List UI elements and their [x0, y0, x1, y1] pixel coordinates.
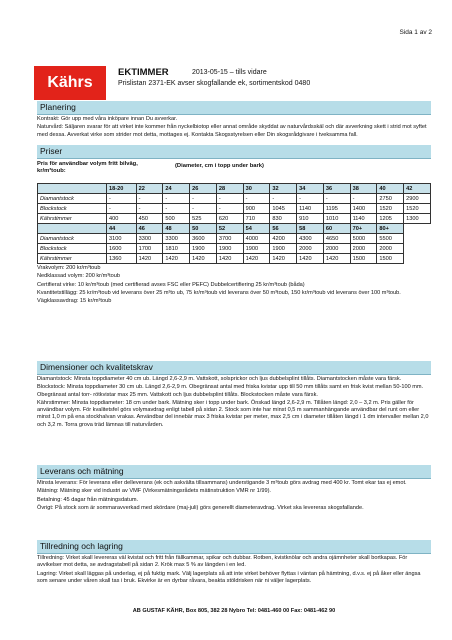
price-row-label: Diamantstock [38, 194, 107, 204]
price-cell: 1360 [107, 254, 137, 264]
price-cell: 1700 [136, 244, 163, 254]
price-cell: 4000 [243, 234, 270, 244]
diamant-text: Diamantstock: Minsta toppdiameter 40 cm ub. Längd 2,6-2,9 m. Vattskott, solsprickor och ljus dubbelsplint tillåts. Diamantstocken måste vara färsk. [37, 376, 402, 382]
price-cell: - [350, 194, 377, 204]
price-cell: - [297, 194, 324, 204]
price-row-label: Diamantstock [38, 234, 107, 244]
matning-text: Mätning: Mätning sker vid industri av VMF (Virkesmätningsrådets mätinstruktion VMR nr 1/99). [37, 488, 271, 495]
diameter-col-header: 80+ [377, 224, 404, 234]
diameter-col-header: 40 [377, 184, 404, 194]
page-number: Sida 1 av 2 [399, 29, 432, 36]
price-cell: - [216, 204, 243, 214]
price-cell: 910 [297, 214, 324, 224]
price-cell: 1300 [404, 214, 431, 224]
ovrigt-text: Övrigt: På stock som är sommaravverkad med skördare (maj-juli) görs generellt diameteravdrag. Virket ska levereras skogsfallande. [37, 504, 364, 511]
price-cell: 620 [216, 214, 243, 224]
price-cell: 1010 [323, 214, 350, 224]
doc-title: EKTIMMER [118, 67, 169, 78]
price-cell: 2000 [377, 244, 404, 254]
price-cell: 4650 [323, 234, 350, 244]
certifierat-text: Certifierat virke: 10 kr/m³toub (med certifierad avses FSC eller PEFC) Dubbelcertifiering 25 kr/m³toub (båda) [37, 281, 305, 288]
price-cell: 2000 [297, 244, 324, 254]
header-blank-cell [38, 224, 107, 234]
diameter-col-header: 58 [297, 224, 324, 234]
price-cell: 1420 [243, 254, 270, 264]
price-cell: 1140 [297, 204, 324, 214]
dimensioner-section [37, 361, 431, 429]
diameter-note: (Diameter, cm i topp under bark) [175, 163, 264, 169]
diameter-col-header: 50 [190, 224, 217, 234]
price-cell: 1900 [270, 244, 297, 254]
nedklassad-text: Nedklassad volym: 200 kr/m³toub [37, 273, 121, 280]
block-text: Blockstock: Minsta toppdiameter 30 cm ub. Längd 2,6-2,9 m. Obegränsat antal med friska kvistar upp till 50 mm tillåts samt en frisk kvist mellan 50-100 mm. Obegränsat antal torr- rötkvistar max 25 mm. Vattskott och ljus dubbelsplint tillåts. Blockstocken måste vara färsk. [37, 384, 424, 398]
doc-subtitle: Prislistan 2371-EK avser skogfallande ek, sortimentskod 0480 [118, 80, 311, 87]
minsta-text: Minsta leverans: För leverans eller delleverans (ek och askvälta tillsammans) understigande 3 m³toub görs avdrag med 400 kr. Tomt ekar tas ej emot. [37, 480, 407, 486]
price-cell: 1195 [323, 204, 350, 214]
price-cell: 3600 [190, 234, 217, 244]
price-cell: 3300 [163, 234, 190, 244]
price-row-label: Blockstock [38, 204, 107, 214]
tillredning-heading: Tillredning och lagring [37, 540, 431, 554]
price-header-row [38, 224, 431, 234]
price-row [38, 204, 431, 214]
price-cell: 4200 [270, 234, 297, 244]
price-cell: - [270, 194, 297, 204]
diameter-col-header: 42 [404, 184, 431, 194]
diameter-col-header: 28 [216, 184, 243, 194]
price-lead: Pris för användbar volym fritt bilväg, kr/m³toub: [37, 160, 138, 174]
diameter-col-header: 24 [163, 184, 190, 194]
price-cell: 1900 [243, 244, 270, 254]
price-cell: 4300 [297, 234, 324, 244]
price-cell: 1900 [216, 244, 243, 254]
price-row-label: Blockstock [38, 244, 107, 254]
planering-section [37, 101, 431, 139]
price-cell: 1500 [350, 254, 377, 264]
price-row-label: Kährstimmer [38, 214, 107, 224]
price-cell: - [107, 204, 137, 214]
price-row [38, 194, 431, 204]
diameter-col-header: 70+ [350, 224, 377, 234]
price-row [38, 244, 431, 254]
dimensioner-heading: Dimensioner och kvalitetskrav [37, 361, 431, 375]
priser-heading: Priser [37, 145, 431, 159]
price-cell: - [190, 194, 217, 204]
kahrs-logo: Kährs [34, 66, 106, 100]
price-cell: 400 [107, 214, 137, 224]
price-cell: - [163, 204, 190, 214]
footer: AB GUSTAF KÄHR, Box 805, 382 28 Nybro Tel: 0481-460 00 Fax: 0481-462 90 [132, 608, 336, 614]
diameter-col-header: 26 [190, 184, 217, 194]
price-cell: 1810 [163, 244, 190, 254]
diameter-col-header: 56 [270, 224, 297, 234]
price-cell: 1045 [270, 204, 297, 214]
price-cell: - [243, 194, 270, 204]
diameter-col-header: 38 [350, 184, 377, 194]
price-cell: 525 [190, 214, 217, 224]
price-cell: - [136, 204, 163, 214]
price-cell: 2000 [323, 244, 350, 254]
kvantitet-text: Kvantitetstillägg: 25 kr/m³toub vid leverans över 25 m³to ub, 75 kr/m³toub vid leverans över 50 m³toub, 150 kr/m³toub vid leverans över 100 m³toub. [37, 289, 401, 296]
price-cell: 1205 [377, 214, 404, 224]
diameter-col-header: 22 [136, 184, 163, 194]
price-table [37, 183, 431, 264]
price-cell: 1420 [323, 254, 350, 264]
price-cell: 5000 [350, 234, 377, 244]
price-row-label: Kährstimmer [38, 254, 107, 264]
price-cell: 710 [243, 214, 270, 224]
price-cell: 450 [136, 214, 163, 224]
header-blank-cell [38, 184, 107, 194]
price-cell: - [107, 194, 137, 204]
kahrs-text: Kährstimmer: Minsta toppdiameter: 18 cm under bark. Mätning sker i topp under bark. Önskad längd 2,6-2,9 m. Tillåten längd: 2,0 – 3,2 m. Pris gäller för användbar volym. För kvalitetsfel görs volymavdrag enligt tabell på sidan 2. Stock som inte har minst 0,5 m sammanhängande användbar del runt om eller minst 1,0 m på ena stockhalvan vrakas. Användbar del innebär max 3 friska kvistar per meter, max 2,5 cm i diameter tillåten längd i 1 dm intervaller mellan 2,0 och 3,2 m. Torra grova träd lämnas till naturvården. [37, 399, 429, 428]
price-cell: 1520 [377, 204, 404, 214]
vrakvolym-text: Vrakvolym: 200 kr/m³toub [37, 265, 101, 271]
kontrakt-text: Kontrakt: Gör upp med våra inköpare innan Du avverkar. [37, 116, 178, 122]
diameter-col-header: 54 [243, 224, 270, 234]
price-cell: 900 [243, 204, 270, 214]
price-cell: - [190, 204, 217, 214]
price-cell: 830 [270, 214, 297, 224]
diameter-col-header: 36 [323, 184, 350, 194]
price-cell: 1520 [404, 204, 431, 214]
price-row [38, 254, 431, 264]
price-cell: 1420 [297, 254, 324, 264]
diameter-col-header: 48 [163, 224, 190, 234]
price-header-row [38, 184, 431, 194]
price-cell: 1500 [377, 254, 404, 264]
doc-date: 2013-05-15 – tills vidare [192, 69, 267, 76]
price-cell: 1420 [190, 254, 217, 264]
price-cell: 1420 [270, 254, 297, 264]
price-cell: 5500 [377, 234, 404, 244]
diameter-col-header: 44 [107, 224, 137, 234]
diameter-col-header: 32 [270, 184, 297, 194]
price-row [38, 234, 431, 244]
price-row [38, 214, 431, 224]
price-cell: 1900 [190, 244, 217, 254]
diameter-col-header: 34 [297, 184, 324, 194]
lagring-text: Lagring: Virket skall läggas på underlag, ej på fuktig mark. Välj lagerplats så att inte virket behöver flyttas i väntan på hämtning, d.v.s. ej på åker eller ängsa som senare under våren skall tas i bruk. Ekvirke är en dyrbar råvara, beakta stöldrisken när ni väljer lagerplats. [37, 570, 421, 584]
diameter-col-header: 52 [216, 224, 243, 234]
diameter-col-header: 30 [243, 184, 270, 194]
price-cell: - [136, 194, 163, 204]
diameter-col-header: 46 [136, 224, 163, 234]
price-cell: 3100 [107, 234, 137, 244]
price-cell: - [323, 194, 350, 204]
naturvard-text: Naturvård: Säljaren svarar för att virket inte kommer från nyckelbiotop eller annat område skyddat av naturvårdsskäl och där avverkning skett i strid mot syftet med dessa. Avverkat virke som strider mot detta, mottages ej. Kontakta Skogsstyrelsen eller Din skogsrådgivare i tveksamma fall. [37, 124, 427, 138]
tillredning-text: Tillredning: Virket skall levereras väl kvistat och fritt från fällkammar, spikar och dubbar. Rotben, kvistknölar och andra ojämnheter skall bortkapas. För avvikelser mot detta, se avdragstabell på sidan 2. Krök max 5 % av längden i en led. [37, 555, 408, 569]
price-cell: 3300 [136, 234, 163, 244]
diameter-col-header: 18-20 [107, 184, 137, 194]
planering-heading: Planering [37, 101, 431, 115]
betalning-text: Betalning: 45 dagar från mätningsdatum. [37, 496, 139, 503]
price-cell: 1400 [350, 204, 377, 214]
price-cell: 1420 [136, 254, 163, 264]
price-cell: - [216, 194, 243, 204]
priser-section [37, 145, 431, 159]
price-cell: 1420 [163, 254, 190, 264]
price-cell: 2750 [377, 194, 404, 204]
price-cell: - [163, 194, 190, 204]
leverans-section [37, 465, 431, 512]
leverans-heading: Leverans och mätning [37, 465, 431, 479]
price-cell: 3700 [216, 234, 243, 244]
price-cell: 500 [163, 214, 190, 224]
tillredning-section [37, 540, 431, 585]
price-cell: 1600 [107, 244, 137, 254]
price-cell: 2900 [404, 194, 431, 204]
price-cell: 2000 [350, 244, 377, 254]
price-block [37, 159, 431, 305]
diameter-col-header: 60 [323, 224, 350, 234]
price-cell: 1420 [216, 254, 243, 264]
vagklass-text: Vägklassavdrag: 15 kr/m³toub [37, 298, 112, 305]
price-cell: 1140 [350, 214, 377, 224]
